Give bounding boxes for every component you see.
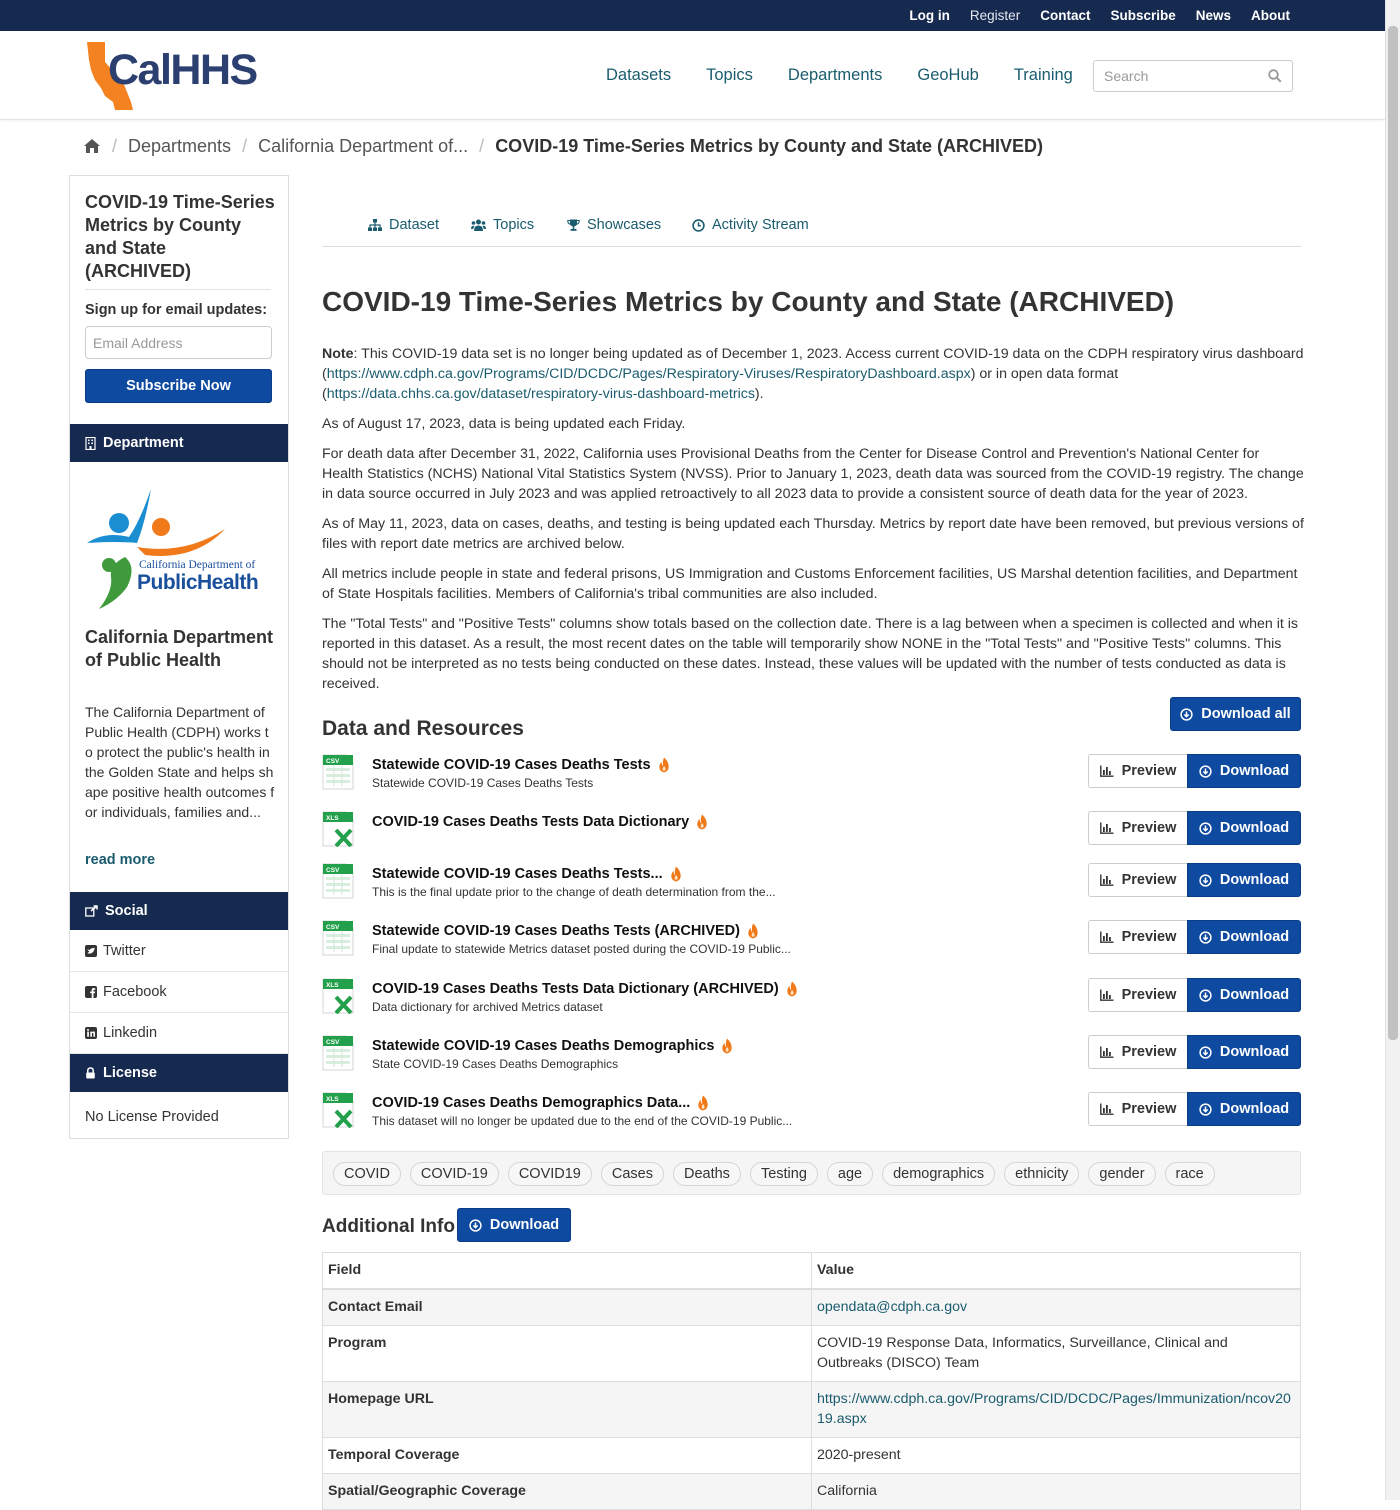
download-button[interactable] [1187, 863, 1301, 897]
tab-activity-stream[interactable] [692, 217, 809, 233]
facebook-label: Facebook [103, 984, 167, 1000]
download-circle-icon [1180, 708, 1193, 721]
resource-description: Final update to statewide Metrics dataset posted during the COVID-19 Public... [372, 942, 791, 956]
tab-dataset[interactable] [368, 217, 439, 233]
file-format-label: CSV [326, 1039, 340, 1046]
tag-pill[interactable]: age [827, 1162, 873, 1186]
tag-pill[interactable]: race [1165, 1162, 1215, 1186]
note-text: : This COVID-19 data set is no longer being updated as of December 1, 2023. Access current COVID-19 data on the CDPH respiratory virus dashboard ( [322, 346, 1304, 382]
download-button[interactable] [1187, 920, 1301, 954]
linkedin-icon [85, 1027, 97, 1039]
facebook-link[interactable] [70, 972, 288, 1013]
notes-paragraph: As of August 17, 2023, data is being updated each Friday. [322, 416, 686, 432]
download-label: Download [1219, 872, 1290, 888]
flame-icon [697, 1095, 709, 1111]
preview-button[interactable] [1088, 1092, 1188, 1126]
utility-links [909, 0, 1290, 31]
home-icon[interactable] [83, 138, 101, 154]
sidebar-dataset-title: COVID-19 Time-Series Metrics by County and State (ARCHIVED) [85, 192, 275, 281]
field-cell: Contact Email [323, 1289, 812, 1326]
download-circle-icon [1199, 822, 1212, 835]
csv-file-icon [322, 863, 354, 899]
preview-label: Preview [1121, 987, 1177, 1003]
tag-pill[interactable]: COVID [333, 1162, 401, 1186]
tag-pill[interactable]: Cases [601, 1162, 664, 1186]
csv-file-icon [322, 1035, 354, 1071]
xls-file-icon [322, 978, 354, 1014]
scrollbar-thumb[interactable] [1388, 26, 1398, 1040]
field-cell: Temporal Coverage [323, 1438, 812, 1474]
resource-item [322, 811, 1301, 851]
sidebar [69, 175, 289, 1139]
bar-chart-icon [1100, 1103, 1114, 1115]
table-row [323, 1474, 1301, 1510]
preview-label: Preview [1121, 820, 1177, 836]
tab-showcases-label: Showcases [587, 217, 662, 233]
table-row [323, 1326, 1301, 1382]
resource-name: Statewide COVID-19 Cases Deaths Tests (ARCHIVED) [372, 923, 740, 939]
table-row [323, 1382, 1301, 1438]
logo-wordmark: CalHHS [108, 46, 257, 94]
preview-button[interactable] [1088, 978, 1188, 1012]
note-label: Note [322, 346, 354, 362]
additional-info-download-button[interactable] [457, 1208, 571, 1242]
flame-icon [658, 757, 670, 773]
download-label: Download [1219, 763, 1290, 779]
breadcrumb [83, 134, 1043, 158]
file-format-label: CSV [326, 758, 340, 765]
tab-topics-label: Topics [493, 217, 535, 233]
field-cell: Homepage URL [323, 1382, 812, 1438]
cdph-logo-bottom-text: PublicHealth [137, 571, 259, 594]
main-nav [606, 31, 1073, 120]
field-column-header: Field [323, 1253, 812, 1290]
table-row [323, 1289, 1301, 1326]
cdph-emblem-icon [85, 481, 275, 616]
resource-description: Statewide COVID-19 Cases Deaths Tests [372, 776, 594, 790]
bar-chart-icon [1100, 822, 1114, 834]
subscribe-link[interactable]: Subscribe [1110, 8, 1176, 23]
tab-dataset-label: Dataset [389, 217, 439, 233]
download-label: Download [1219, 929, 1290, 945]
tag-pill[interactable]: Deaths [673, 1162, 741, 1186]
file-format-label: CSV [326, 867, 340, 874]
download-circle-icon [1199, 1103, 1212, 1116]
resource-name: Statewide COVID-19 Cases Deaths Tests... [372, 866, 663, 882]
preview-button[interactable] [1088, 920, 1188, 954]
note-text: ) or in open data format ( [322, 366, 1119, 402]
tag-list [322, 1151, 1301, 1195]
breadcrumb-organization[interactable]: California Department of... [258, 135, 469, 156]
building-icon [85, 437, 96, 450]
resource-item [322, 754, 1301, 794]
linkedin-label: Linkedin [103, 1025, 158, 1041]
social-heading-label: Social [105, 903, 148, 919]
download-circle-icon [1199, 765, 1212, 778]
search-icon[interactable] [1268, 69, 1282, 83]
data-resources-heading: Data and Resources [322, 717, 524, 740]
twitter-link[interactable] [70, 931, 288, 972]
table-row [323, 1438, 1301, 1474]
resource-item [322, 1092, 1301, 1132]
download-button[interactable] [1187, 1092, 1301, 1126]
login-link[interactable]: Log in [909, 8, 950, 23]
value-cell: COVID-19 Response Data, Informatics, Surveillance, Clinical and Outbreaks (DISCO) Team [812, 1326, 1301, 1382]
preview-button[interactable] [1088, 863, 1188, 897]
download-label: Download [1219, 1101, 1290, 1117]
value-column-header: Value [812, 1253, 1301, 1290]
download-button[interactable] [1187, 811, 1301, 845]
tab-activity-stream-label: Activity Stream [712, 217, 809, 233]
nav-datasets[interactable]: Datasets [606, 66, 672, 84]
cdph-logo[interactable] [85, 481, 275, 616]
tag-pill[interactable]: gender [1088, 1162, 1155, 1186]
resource-name: Statewide COVID-19 Cases Deaths Tests [372, 757, 651, 773]
csv-file-icon [322, 754, 354, 790]
lock-icon [85, 1067, 96, 1079]
dataset-tabs [322, 205, 1301, 247]
preview-label: Preview [1121, 1044, 1177, 1060]
notes-paragraph [322, 344, 1304, 404]
clock-icon [692, 219, 705, 232]
breadcrumb-separator: / [479, 135, 485, 156]
social-heading [70, 892, 288, 930]
resource-name-link[interactable] [372, 1038, 733, 1054]
email-signup-label: Sign up for email updates: [85, 302, 268, 318]
bar-chart-icon [1100, 765, 1114, 777]
additional-info-heading: Additional Info [322, 1216, 455, 1237]
license-heading-label: License [103, 1065, 157, 1081]
open-data-link[interactable]: https://data.chhs.ca.gov/dataset/respiratory-virus-dashboard-metrics [326, 386, 755, 402]
flame-icon [721, 1038, 733, 1054]
download-button[interactable] [1187, 754, 1301, 788]
download-label: Download [1219, 820, 1290, 836]
notes-paragraph: All metrics include people in state and federal prisons, US Immigration and Customs Enforcement facilities, US Marshal detention facilities, and Department of State Hospitals facilities. Members of California's tribal communities are also included. [322, 566, 1298, 602]
bar-chart-icon [1100, 874, 1114, 886]
search-input[interactable] [1094, 61, 1254, 91]
file-format-label: XLS [326, 815, 339, 822]
resource-item [322, 863, 1301, 903]
about-link[interactable]: About [1251, 8, 1290, 23]
facebook-icon [85, 986, 97, 998]
xls-file-icon [322, 811, 354, 847]
preview-button[interactable] [1088, 811, 1188, 845]
xls-file-icon [322, 1092, 354, 1128]
users-icon [471, 219, 486, 231]
share-icon [85, 905, 98, 917]
respiratory-dashboard-link[interactable]: https://www.cdph.ca.gov/Programs/CID/DCDC/Pages/Respiratory-Viruses/RespiratoryDashboard.aspx [326, 366, 971, 382]
preview-button[interactable] [1088, 1035, 1188, 1069]
twitter-label: Twitter [103, 943, 146, 959]
field-cell: Spatial/Geographic Coverage [323, 1474, 812, 1510]
cdph-logo-top-text: California Department of [139, 559, 256, 571]
notes-paragraph: For death data after December 31, 2022, California uses Provisional Deaths from the Center for Disease Control and Prevention's National Center for Health Statistics (NCHS) National Vital Statistics System (NVSS). Prior to January 1, 2023, death data was sourced from the COVID-19 registry. The change in data source occurred in July 2023 and was applied retroactively to all 2023 data to provide a consistent source of death data for the year of 2023. [322, 446, 1304, 502]
preview-label: Preview [1121, 929, 1177, 945]
department-heading [70, 424, 288, 462]
resource-name: COVID-19 Cases Deaths Tests Data Dictionary (ARCHIVED) [372, 981, 779, 997]
download-label: Download [1219, 987, 1290, 1003]
site-header [0, 31, 1385, 120]
trophy-icon [567, 219, 580, 231]
subscribe-now-button[interactable]: Subscribe Now [85, 369, 272, 403]
additional-info-table [322, 1252, 1301, 1510]
resource-name: COVID-19 Cases Deaths Demographics Data... [372, 1095, 691, 1111]
preview-button[interactable] [1088, 754, 1188, 788]
csv-file-icon [322, 920, 354, 956]
twitter-icon [85, 945, 97, 957]
resource-item [322, 920, 1301, 960]
resource-item [322, 1035, 1301, 1075]
bar-chart-icon [1100, 1046, 1114, 1058]
nav-training[interactable]: Training [1013, 66, 1073, 84]
tag-pill[interactable]: demographics [882, 1162, 995, 1186]
tag-pill[interactable]: Testing [750, 1162, 818, 1186]
tab-topics[interactable] [471, 217, 534, 233]
download-circle-icon [1199, 874, 1212, 887]
contact-link[interactable]: Contact [1040, 8, 1091, 23]
utility-bar [0, 0, 1385, 31]
resource-description: This dataset will no longer be updated due to the end of the COVID-19 Public... [372, 1114, 793, 1128]
nav-topics[interactable]: Topics [706, 66, 753, 84]
download-circle-icon [1199, 1046, 1212, 1059]
resource-name-link[interactable] [372, 757, 670, 773]
nav-departments[interactable]: Departments [787, 66, 883, 84]
resource-name-link[interactable] [372, 981, 798, 997]
field-cell: Program [323, 1326, 812, 1382]
tag-pill[interactable]: COVID19 [508, 1162, 592, 1186]
resource-name-link[interactable] [372, 814, 708, 830]
additional-info-download-label: Download [489, 1217, 560, 1233]
resource-item [322, 978, 1301, 1018]
license-heading [70, 1054, 288, 1092]
breadcrumb-departments[interactable]: Departments [128, 135, 232, 156]
department-heading-label: Department [103, 435, 184, 451]
flame-icon [786, 981, 798, 997]
table-header-row [323, 1253, 1301, 1290]
license-text: No License Provided [85, 1109, 219, 1125]
linkedin-link[interactable] [70, 1013, 288, 1054]
sitemap-icon [368, 219, 382, 231]
tag-pill[interactable]: ethnicity [1004, 1162, 1079, 1186]
breadcrumb-current[interactable]: COVID-19 Time-Series Metrics by County and State (ARCHIVED) [495, 135, 1043, 156]
flame-icon [696, 814, 708, 830]
page-scrollbar[interactable] [1385, 0, 1400, 1500]
dataset-notes [322, 344, 1304, 704]
download-all-label: Download all [1201, 706, 1291, 722]
email-field[interactable] [85, 326, 272, 359]
file-format-label: XLS [326, 1096, 339, 1103]
nav-geohub[interactable]: GeoHub [917, 66, 979, 84]
file-format-label: XLS [326, 982, 339, 989]
resource-name-link[interactable] [372, 1095, 709, 1111]
contact-email-link[interactable]: opendata@cdph.ca.gov [812, 1289, 1301, 1326]
tab-showcases[interactable] [567, 217, 661, 233]
download-circle-icon [1199, 989, 1212, 1002]
bar-chart-icon [1100, 989, 1114, 1001]
bar-chart-icon [1100, 931, 1114, 943]
value-cell: California [812, 1474, 1301, 1510]
organization-name: California Department of Public Health [85, 627, 274, 670]
preview-label: Preview [1121, 872, 1177, 888]
download-button[interactable] [1187, 1035, 1301, 1069]
page-title: COVID-19 Time-Series Metrics by County and State (ARCHIVED) [322, 286, 1175, 317]
register-link[interactable]: Register [969, 8, 1021, 23]
flame-icon [670, 866, 682, 882]
resource-name: Statewide COVID-19 Cases Deaths Demographics [372, 1038, 715, 1054]
download-circle-icon [1199, 931, 1212, 944]
download-circle-icon [469, 1219, 482, 1232]
notes-paragraph: As of May 11, 2023, data on cases, deaths, and testing is being updated each Thursday. Metrics by report date have been removed, but previous versions of files with report date metrics are archived below. [322, 516, 1304, 552]
calhhs-logo[interactable] [83, 40, 263, 112]
homepage-url-link[interactable]: https://www.cdph.ca.gov/Programs/CID/DCDC/Pages/Immunization/ncov2019.aspx [812, 1382, 1301, 1438]
note-text: ). [754, 386, 764, 402]
file-format-label: CSV [326, 924, 340, 931]
breadcrumb-separator: / [112, 135, 118, 156]
sidebar-divider [85, 289, 271, 290]
download-all-button[interactable] [1170, 697, 1301, 731]
read-more-link[interactable]: read more [85, 852, 156, 868]
value-cell: 2020-present [812, 1438, 1301, 1474]
resource-description: This is the final update prior to the change of death determination from the... [372, 885, 776, 899]
resource-name: COVID-19 Cases Deaths Tests Data Dictionary [372, 814, 690, 830]
preview-label: Preview [1121, 1101, 1177, 1117]
flame-icon [747, 923, 759, 939]
news-link[interactable]: News [1195, 8, 1232, 23]
resource-name-link[interactable] [372, 866, 682, 882]
download-button[interactable] [1187, 978, 1301, 1012]
resource-name-link[interactable] [372, 923, 759, 939]
breadcrumb-separator: / [242, 135, 248, 156]
resource-description: Data dictionary for archived Metrics dataset [372, 1000, 603, 1014]
notes-paragraph: The "Total Tests" and "Positive Tests" columns show totals based on the collection date. There is a lag between when a specimen is collected and when it is reported in this dataset. As a result, the most recent dates on the table will temporarily show NONE in the "Total Tests" and "Positive Tests" columns. This should not be interpreted as no tests being conducted on these dates. Instead, these values will be updated with the number of tests conducted as data is received. [322, 616, 1298, 692]
resource-description: State COVID-19 Cases Deaths Demographics [372, 1057, 619, 1071]
search-box [1093, 60, 1293, 92]
organization-description: The California Department of Public Health (CDPH) works to protect the public's health in the Golden State and helps shape positive health outcomes for individuals, families and... [85, 704, 275, 820]
download-label: Download [1219, 1044, 1290, 1060]
tag-pill[interactable]: COVID-19 [410, 1162, 499, 1186]
preview-label: Preview [1121, 763, 1177, 779]
